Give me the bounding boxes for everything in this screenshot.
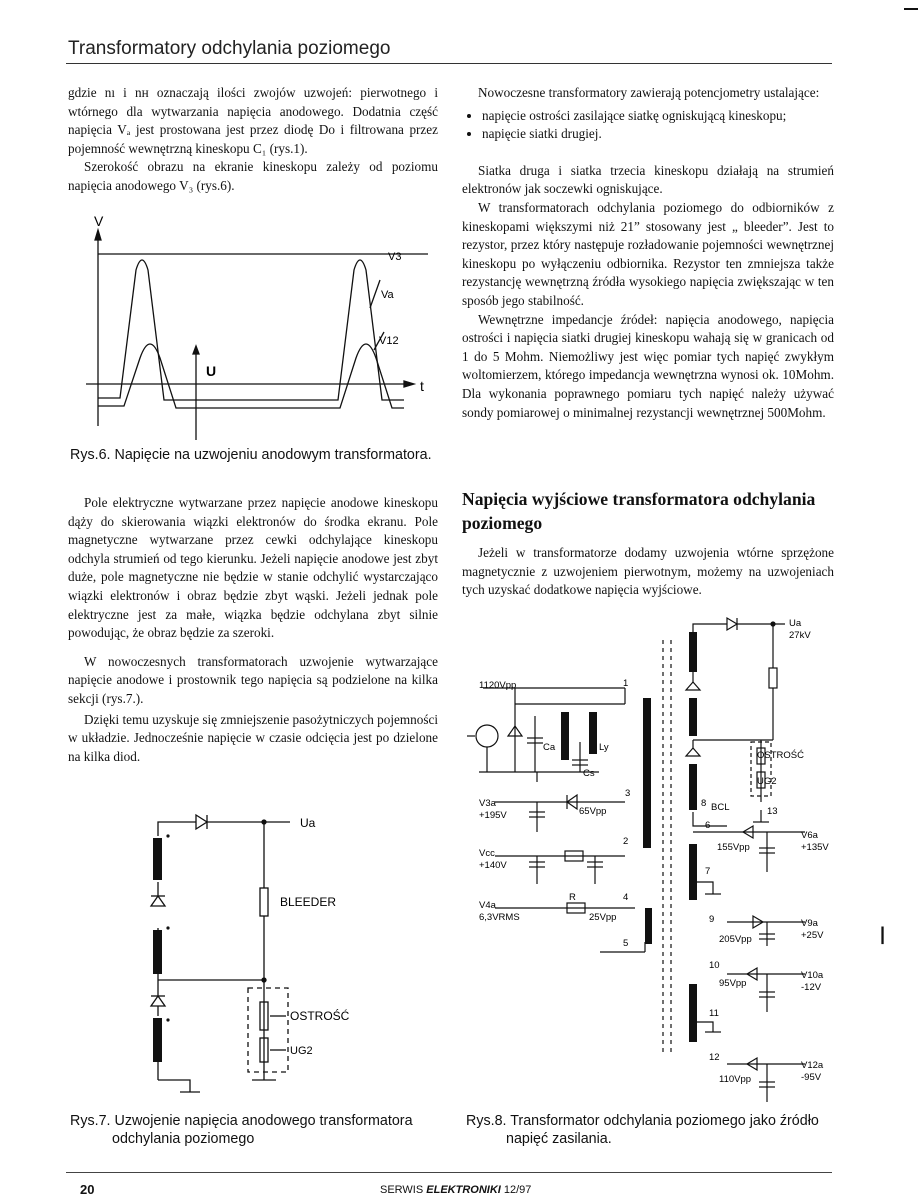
paragraph: Siatka druga i siatka trzecia kineskopu działają na strumień elektronów jak soczewki ogniskujące. xyxy=(462,162,834,197)
bullet-item: • napięcie ostrości zasilające siatkę ogniskującą kineskopu; xyxy=(482,107,834,126)
mag-title: ELEKTRONIKI xyxy=(426,1184,501,1196)
label: Vcc xyxy=(479,848,495,859)
left-column-top xyxy=(68,84,438,196)
label: 1120Vpp xyxy=(479,680,517,691)
label: V4a xyxy=(479,900,496,911)
va-label: Va xyxy=(381,289,394,301)
label: UG2 xyxy=(757,776,777,787)
bleeder-resistor xyxy=(260,888,268,916)
figure-7-anode-winding xyxy=(140,800,400,1110)
ca-capacitor xyxy=(561,712,569,760)
label: 13 xyxy=(767,806,778,817)
label: V6a xyxy=(801,830,818,841)
label: 10 xyxy=(709,960,720,971)
v-axis-arrow xyxy=(95,230,101,240)
label: Ly xyxy=(599,742,609,753)
running-header: Transformatory odchylania poziomego xyxy=(68,38,391,59)
section-heading: Napięcia wyjściowe transformatora odchylania poziomego xyxy=(462,489,816,533)
label: V12a xyxy=(801,1060,824,1071)
page-number: 20 xyxy=(80,1182,95,1197)
label: 11 xyxy=(709,1008,719,1019)
paragraph: Dzięki temu uzyskuje się zmniejszenie pasożytniczych pojemności w układzie. Jednocześnie napięcie w czasie odcięcia jest po dzielone na kilka diod. xyxy=(68,711,438,764)
u-label: U xyxy=(206,363,217,379)
mag-prefix: SERWIS xyxy=(380,1184,424,1196)
transistor xyxy=(476,725,498,747)
v12-label: V12 xyxy=(379,335,399,347)
mag-issue: 12/97 xyxy=(503,1184,532,1196)
figure-6-caption: Rys.6. Napięcie na uzwojeniu anodowym transformatora. xyxy=(70,447,432,463)
anode-waveform xyxy=(98,260,404,400)
ug2-label: UG2 xyxy=(290,1045,313,1057)
bullet-item: • napięcie siatki drugiej. xyxy=(482,125,834,144)
label: +140V xyxy=(479,860,507,871)
paragraph: W nowoczesnych transformatorach uzwojenie wytwarzające napięcie anodowe i prostownik tego napięcia są podzielone na kilka sekcji (rys.7.). xyxy=(68,653,438,706)
label: 2 xyxy=(623,836,629,847)
paragraph: Szerokość obrazu na ekranie kineskopu zależy od poziomu napięcia anodowego V₃ (rys.6). xyxy=(68,159,438,193)
label: 205Vpp xyxy=(719,934,752,945)
transformer-primary xyxy=(643,698,651,848)
label: 7 xyxy=(705,866,711,877)
winding-section-3 xyxy=(153,1018,162,1062)
label: 5 xyxy=(623,938,629,949)
label: 155Vpp xyxy=(717,842,750,853)
label: OSTROŚĆ xyxy=(757,750,804,761)
label: 65Vpp xyxy=(579,806,607,817)
label: +135V xyxy=(801,842,829,853)
corner-mark xyxy=(904,0,918,10)
label: +195V xyxy=(479,810,507,821)
paragraph: W transformatorach odchylania poziomego do odbiorników z kineskopami większymi niż 21” stosowany jest „ bleeder”. Jest to rezystor, przez który następuje rozładowanie pojemności wewnętrznej kineskopu po wyłączeniu odbiornika. Rezystor ten zmniejsza także rezystancję wewnętrzną źródła wysokiego napięcia zwiększając w ten sposób jego stabilność. xyxy=(462,199,834,308)
v-label: V xyxy=(94,213,104,229)
caption-line: napięć zasilania. xyxy=(506,1131,612,1147)
figure-8-flyback-supply xyxy=(465,612,845,1112)
figure-8-caption xyxy=(466,1112,819,1148)
label: 8 xyxy=(701,798,707,809)
label: -95V xyxy=(801,1072,822,1083)
paragraph: Nowoczesne transformatory zawierają potencjometry ustalające: xyxy=(478,85,820,100)
label: 3 xyxy=(625,788,631,799)
bullet-list xyxy=(462,107,834,144)
label: 1 xyxy=(623,678,629,689)
label: Ua xyxy=(789,618,802,629)
label: 12 xyxy=(709,1052,720,1063)
label: V3a xyxy=(479,798,496,809)
label: V10a xyxy=(801,970,824,981)
label: R xyxy=(569,892,576,903)
label: 6,3VRMS xyxy=(479,912,520,923)
label: 27kV xyxy=(789,630,811,641)
label: 95Vpp xyxy=(719,978,747,989)
right-column-top xyxy=(462,84,834,422)
winding-section-1 xyxy=(153,838,162,880)
header-rule xyxy=(66,63,832,64)
label: 6 xyxy=(705,820,711,831)
v12-waveform xyxy=(98,344,404,408)
figure-7-caption xyxy=(70,1112,413,1148)
label: BCL xyxy=(711,802,730,813)
paragraph: Pole elektryczne wytwarzane przez napięcie anodowe kineskopu dąży do skierowania wiązki elektronów do środka ekranu. Pole magnetyczne wytwarzane przez cewki odchylające kineskopu odchyla strumień od tego kierunku. Jeżeli napięcie anodowe jest zbyt duże, pole magnetyczne nie będzie w stanie odchylić wystarczająco wiązki elektronów i obraz będzie zbyt wąski. Jeżeli jednak pole elektryczne jest za małe, wiązka będzie odchylana zbyt silnie powodując, że obraz będzie za szeroki. xyxy=(68,495,438,641)
bleeder-label: BLEEDER xyxy=(280,895,337,909)
figure-6-waveform xyxy=(78,208,440,444)
label: 110Vpp xyxy=(719,1074,752,1085)
paragraph: Jeżeli w transformatorze dodamy uzwojenia wtórne sprzężone magnetycznie z uzwojeniem pierwotnym, możemy na uzwojeniach tych uzyskać dodatkowe napięcia wyjściowe. xyxy=(462,545,834,598)
label: 4 xyxy=(623,892,629,903)
t-axis-arrow xyxy=(404,381,414,387)
left-column-bottom xyxy=(68,494,438,766)
label: V9a xyxy=(801,918,818,929)
label: Ca xyxy=(543,742,556,753)
paragraph: gdzie nı i nʜ oznaczają ilości zwojów uzwojeń: pierwotnego i wtórnego dla wytwarzania napięcia anodowego. Dodatnia część napięcia Vₐ jest prostowana jest przez diodę Do i filtrowana przez pojemność wewnętrzną kineskopu C₁ (rys.1). xyxy=(68,85,438,156)
label: -12V xyxy=(801,982,822,993)
t-label: t xyxy=(420,378,424,394)
ostrosc-label: OSTROŚĆ xyxy=(290,1009,350,1023)
footer-rule xyxy=(66,1172,832,1173)
label: +25V xyxy=(801,930,824,941)
paragraph: Wewnętrzne impedancje źródeł: napięcia anodowego, napięcia ostrości i napięcia siatki drugiej kineskopu wahają się w granicach od 1 do 5 Mohm. Niemożliwy jest więc pomiar tych napięć zwykłym woltomierzem, którego impedancja wewnętrzna wynosi ok. 10Mohm. Dla wykonania poprawnego pomiaru tych napięć należy używać sondy pomiarowej o minimalnej rezystancji wewnętrznej 500Mohm. xyxy=(462,311,834,420)
caption-line: Rys.8. Transformator odchylania poziomego jako źródło xyxy=(466,1113,819,1129)
label: 25Vpp xyxy=(589,912,617,923)
magazine-name xyxy=(380,1184,531,1196)
v3-label: V3 xyxy=(388,251,402,263)
caption-line: odchylania poziomego xyxy=(112,1131,255,1147)
winding-section-2 xyxy=(153,930,162,974)
label: 9 xyxy=(709,914,715,925)
margin-mark: | xyxy=(880,924,886,944)
label: Cs xyxy=(583,768,595,779)
ua-label: Ua xyxy=(300,816,316,830)
right-column-intro xyxy=(462,544,834,600)
caption-line: Rys.7. Uzwojenie napięcia anodowego transformatora xyxy=(70,1113,413,1129)
